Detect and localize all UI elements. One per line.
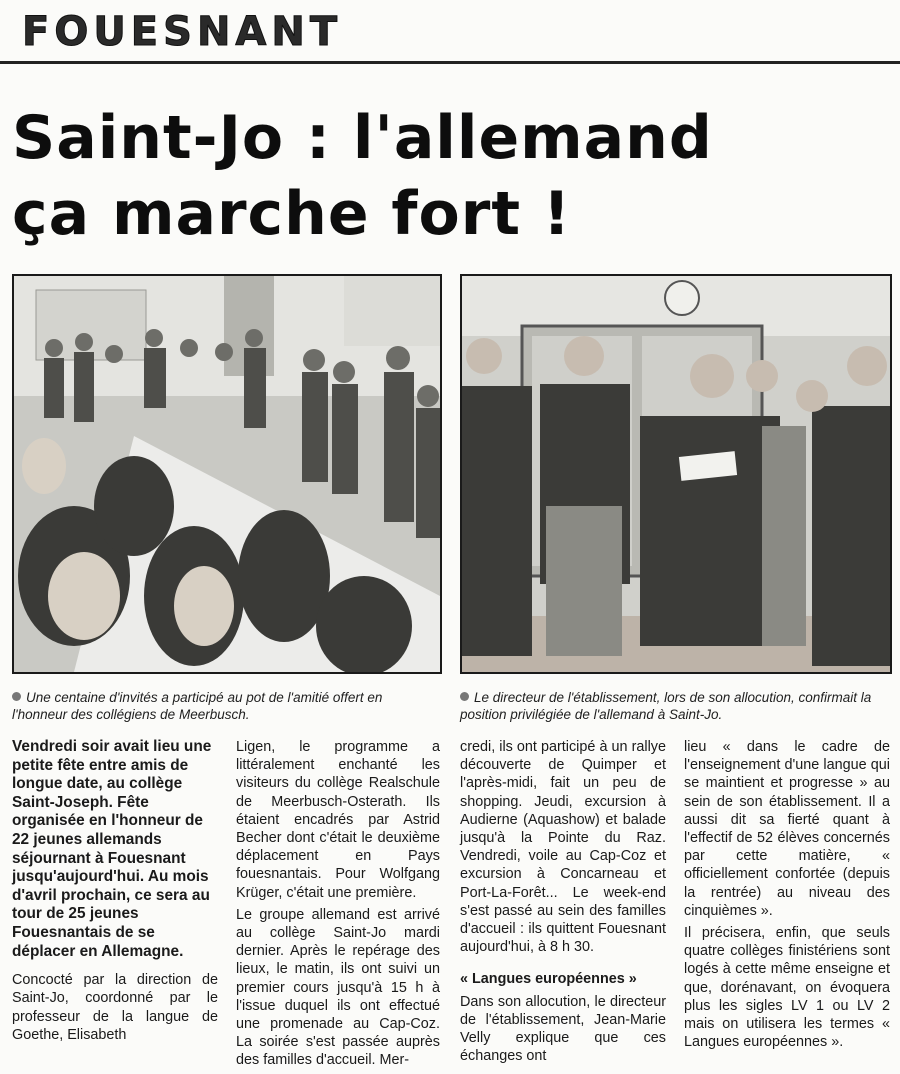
clock-icon [665,281,699,315]
article-paragraph: Ligen, le programme a littéralement enchanté les visiteurs du collège Realschule de Meerbusch-Osterath. Ils étaient encadrés par Astrid Becher dont c'était le deuxième déplacement en Pays fouesnantais. Pour Wolfgang Krüger, c'était une première. [236,739,440,901]
caption-photo-2 [460,689,888,723]
photo-reception [12,274,442,674]
caption-text-2: Le directeur de l'établissement, lors de son allocution, confirmait la position privilégiée de l'allemand à Saint-Jo. [460,690,872,722]
headline-line-1: Saint-Jo : l'allemand [12,103,713,173]
photo-reception-image [14,276,440,672]
article-paragraph: lieu « dans le cadre de l'enseignement d'une langue qui se maintient et progresse » au sein de son établissement. Il a aussi dit sa fierté quant à l'effectif de 52 élèves concernés par cette matière, « officiellement confortée (depuis la rentrée) au niveau des cinquièmes ». [684,739,890,919]
bullet-icon [12,692,21,701]
article-subhead: « Langues européennes » [460,971,637,988]
article-paragraph: credi, ils ont participé à un rallye découverte de Quimper et l'après-midi, fait un peu de shopping. Jeudi, excursion à Audierne (Aquashow) et balade jusqu'à la Pointe du Raz. Vendredi, voile au Cap-Coz et excursion à Concarneau et Port-La-Forêt... Le week-end s'est passé au sein des familles d'accueil : ils quittent Fouesnant aujourd'hui, à 8 h 30. [460,739,666,956]
headline-line-2: ça marche fort ! [12,179,572,249]
article-column-1 [12,738,218,1048]
article-paragraph: Il précisera, enfin, que seuls quatre collèges finistériens sont logés à cette même enseigne et que, dorénavant, on évoquera plus les sigles LV 1 ou LV 2 mais on utilisera les termes « Langues européennes ». [684,925,890,1051]
article-paragraph: Concocté par la direction de Saint-Jo, coordonné par le professeur de la langue de Goethe, Elisabeth [12,972,218,1043]
caption-text-1: Une centaine d'invités a participé au pot de l'amitié offert en l'honneur des collégiens de Meerbusch. [12,690,383,722]
bullet-icon [460,692,469,701]
section-header: FOUESNANT [22,9,343,55]
article-column-3 [460,738,666,1069]
header-rule [0,61,900,64]
headline [12,100,872,252]
photo-director [460,274,892,674]
caption-photo-1 [12,689,438,723]
article-column-4 [684,738,890,1055]
article-column-2 [236,738,440,1074]
article-paragraph: Dans son allocution, le directeur de l'établissement, Jean-Marie Velly explique que ces échanges ont [460,993,666,1065]
photo-director-image [462,276,890,672]
article-lead: Vendredi soir avait lieu une petite fête entre amis de longue date, au collège Saint-Joseph. Fête organisée en l'honneur de 22 jeunes allemands séjournant à Fouesnant jusqu'aujourd'hui. Au mois d'avril prochain, ce sera au tour de 25 jeunes Fouesnantais de se déplacer en Allemagne. [12,738,212,960]
article-paragraph: Le groupe allemand est arrivé au collège Saint-Jo mardi dernier. Après le repérage des lieux, le matin, ils ont suivi un premier cours jusqu'à 15 h à l'issue duquel ils ont effectué une promenade au Cap-Coz. La soirée s'est passée auprès des familles d'accueil. Mer- [236,906,440,1069]
